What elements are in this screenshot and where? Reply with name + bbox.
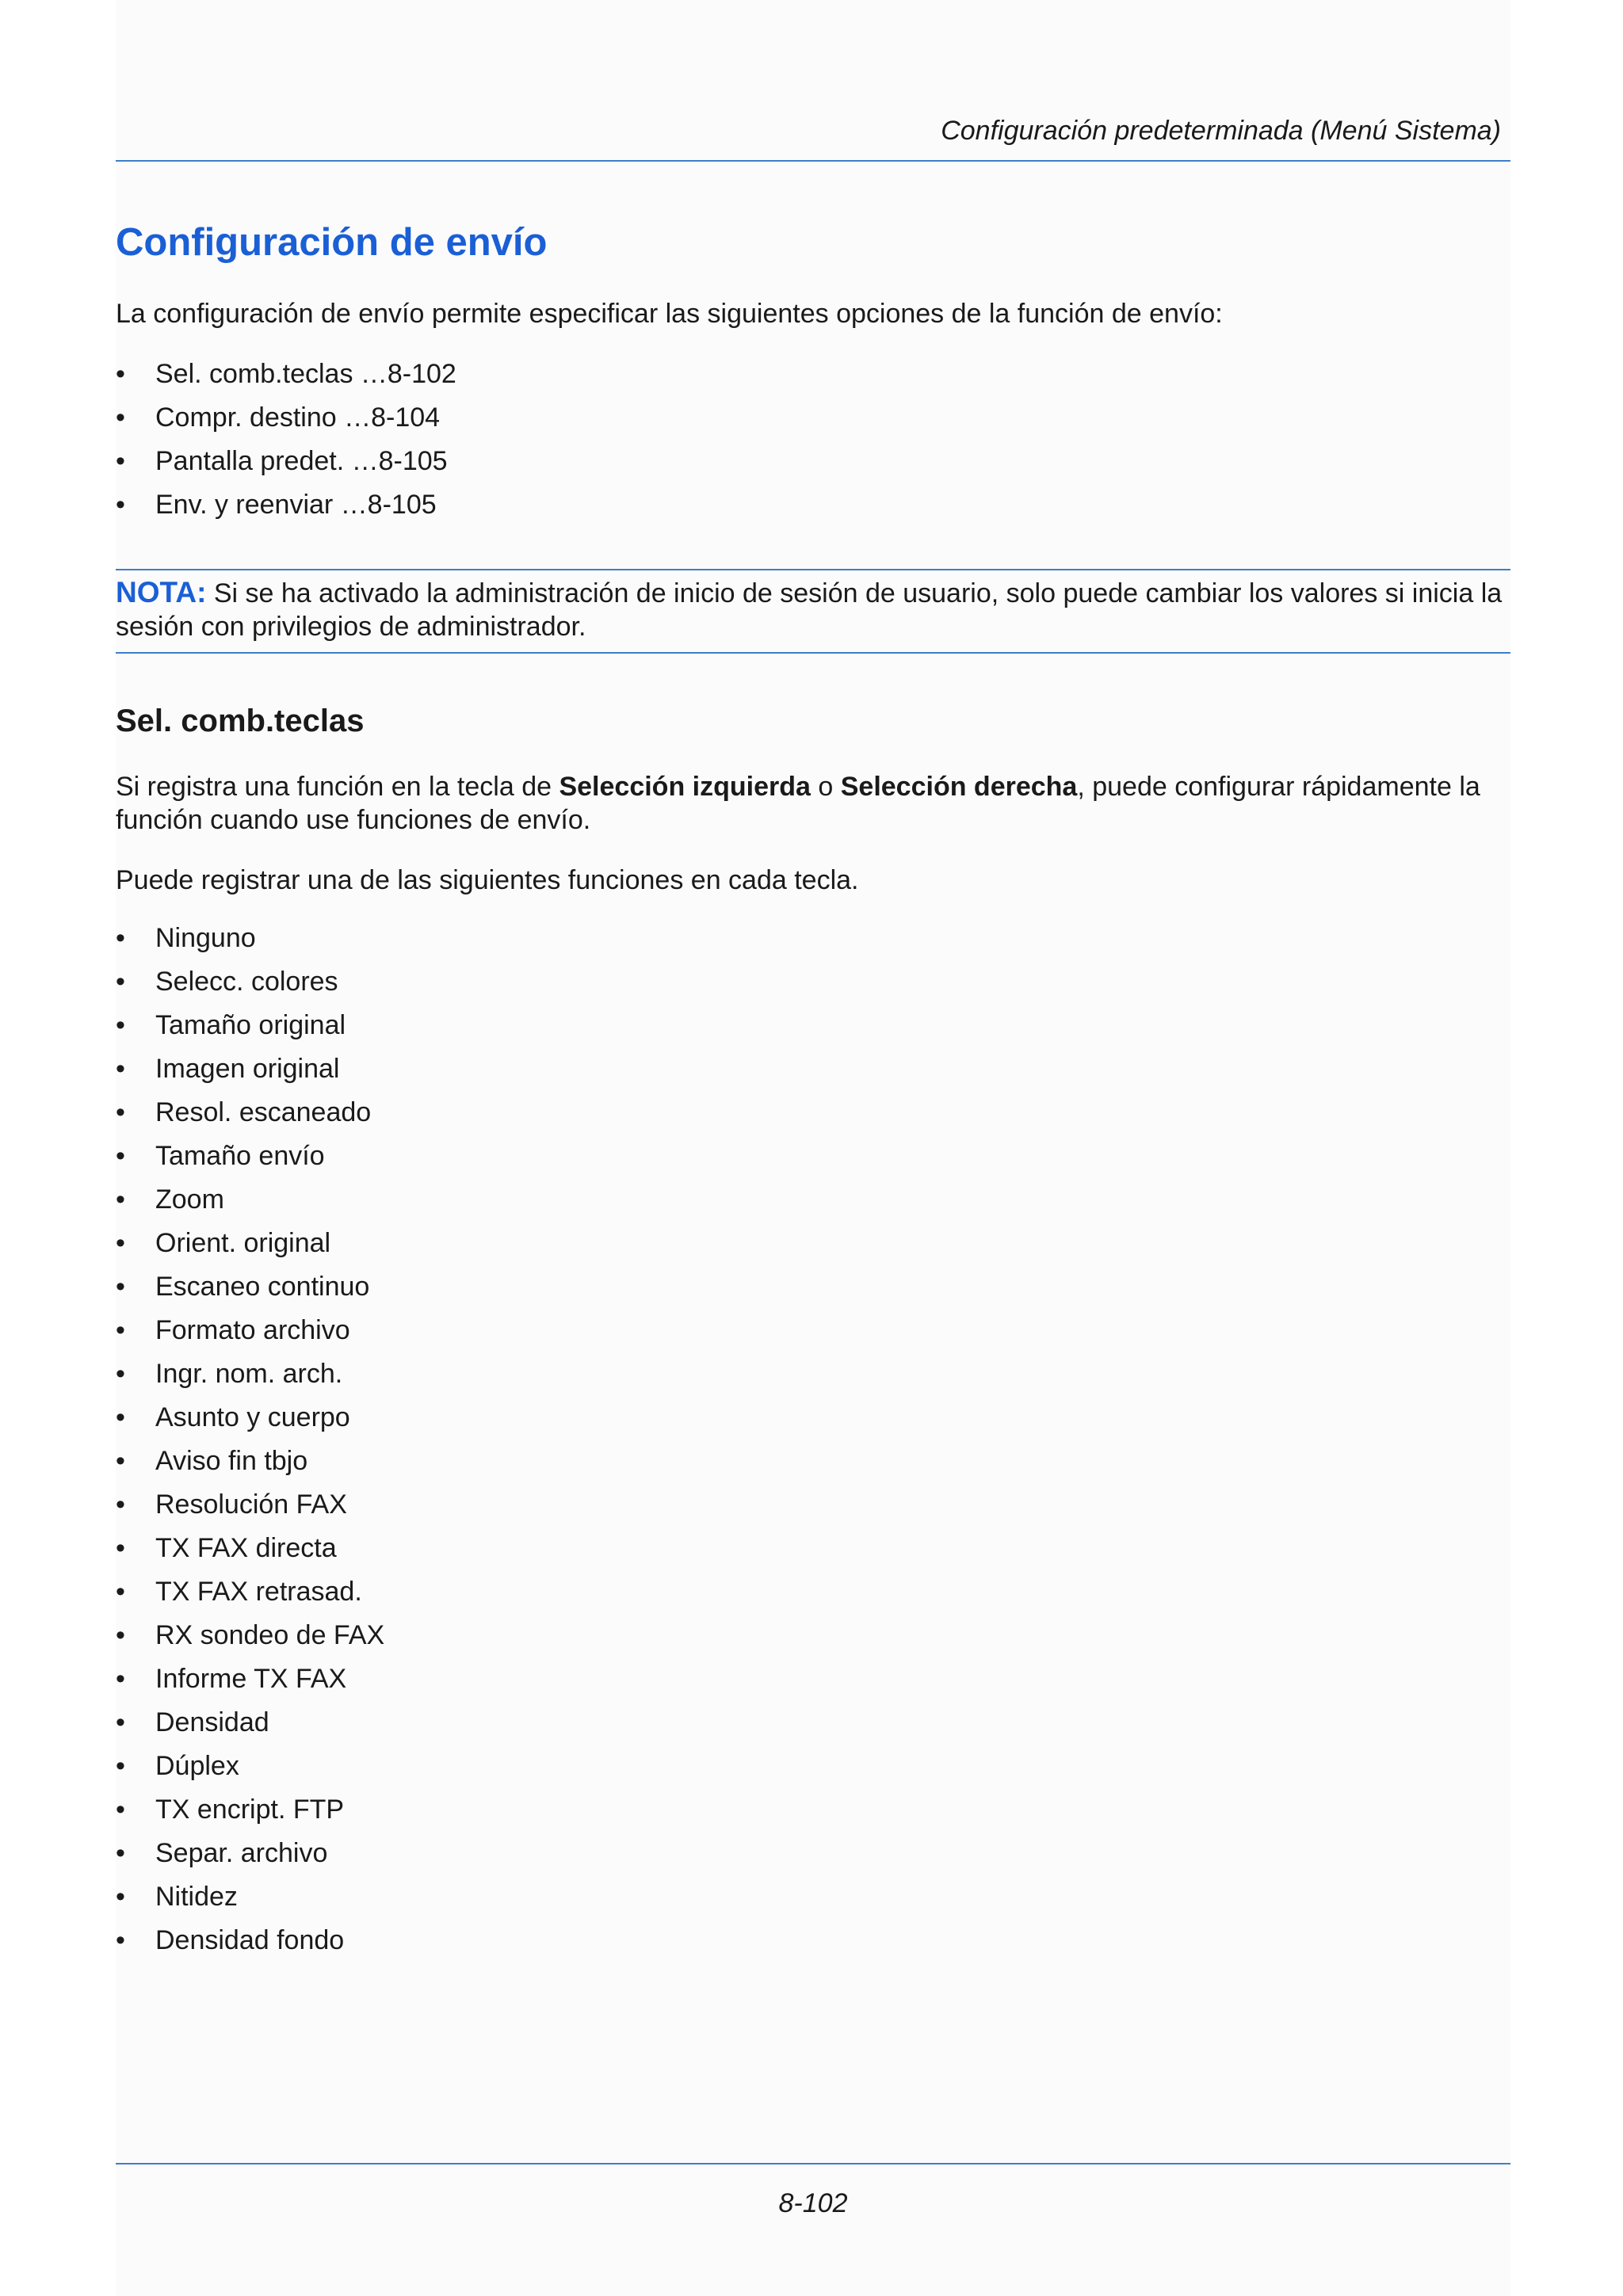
bullet-icon: • [116,1533,125,1563]
list-item [116,1745,384,1788]
function-name: Ingr. nom. arch. [155,1359,343,1389]
list-item [116,1919,384,1962]
note-label: NOTA: [116,576,207,608]
link-text: Env. y reenviar …8-105 [155,490,437,520]
function-name: Escaneo continuo [155,1272,370,1302]
list-item [116,917,384,960]
list-item [116,1788,384,1832]
list-item [116,1178,384,1222]
list-item [116,1091,384,1135]
bullet-icon: • [116,446,125,476]
bullet-icon: • [116,490,125,520]
list-item [116,1265,384,1309]
bullet-icon: • [116,359,125,389]
function-name: TX encript. FTP [155,1794,345,1825]
bullet-icon: • [116,1794,125,1825]
function-name: Separ. archivo [155,1838,328,1868]
link-text: Sel. comb.teclas …8-102 [155,359,456,389]
function-name: Zoom [155,1184,224,1215]
list-item [116,1483,384,1527]
note-box [116,576,1510,643]
bullet-icon: • [116,923,125,953]
bullet-icon: • [116,967,125,997]
bullet-icon: • [116,1577,125,1607]
list-item [116,1570,384,1614]
functions-list [116,917,384,1962]
function-name: Nitidez [155,1882,238,1912]
list-item[interactable] [116,483,456,527]
function-name: Informe TX FAX [155,1664,347,1694]
bullet-icon: • [116,402,125,433]
bullet-icon: • [116,1054,125,1084]
function-name: Resolución FAX [155,1489,347,1520]
function-name: Formato archivo [155,1315,350,1345]
bullet-icon: • [116,1664,125,1694]
bullet-icon: • [116,1272,125,1302]
bullet-icon: • [116,1620,125,1650]
key-name-left: Selección izquierda [559,772,811,802]
note-top-rule [116,569,1510,570]
footer-rule [116,2163,1510,2164]
bullet-icon: • [116,1359,125,1389]
running-header: Configuración predeterminada (Menú Sistema) [941,116,1501,146]
list-item [116,1004,384,1047]
list-item [116,1440,384,1483]
subsection-paragraph-1 [116,770,1510,837]
list-item [116,1527,384,1570]
bullet-icon: • [116,1925,125,1955]
bullet-icon: • [116,1489,125,1520]
subsection-title: Sel. comb.teclas [116,704,365,738]
list-item[interactable] [116,440,456,483]
link-text: Compr. destino …8-104 [155,402,441,433]
function-name: Resol. escaneado [155,1097,372,1127]
note-text: Si se ha activado la administración de inicio de sesión de usuario, solo puede cambiar los valores si inicia la sesión con privilegios de administrador. [116,578,1503,642]
link-text: Pantalla predet. …8-105 [155,446,448,476]
section-title: Configuración de envío [116,221,548,264]
list-item [116,1222,384,1265]
function-name: Densidad fondo [155,1925,345,1955]
function-name: TX FAX retrasad. [155,1577,362,1607]
bullet-icon: • [116,1097,125,1127]
function-name: Aviso fin tbjo [155,1446,308,1476]
list-item [116,1832,384,1875]
function-name: Dúplex [155,1751,239,1781]
function-name: RX sondeo de FAX [155,1620,385,1650]
bullet-icon: • [116,1010,125,1040]
text-run: , puede configurar rápidamente la función cuando use funciones de envío. [116,772,1480,835]
list-item [116,960,384,1004]
list-item [116,1352,384,1396]
list-item [116,1701,384,1745]
function-name: Tamaño envío [155,1141,325,1171]
header-rule [116,160,1510,162]
bullet-icon: • [116,1402,125,1432]
list-item [116,1309,384,1352]
function-name: Tamaño original [155,1010,346,1040]
bullet-icon: • [116,1184,125,1215]
function-name: Densidad [155,1707,269,1737]
bullet-icon: • [116,1228,125,1258]
function-name: Ninguno [155,923,256,953]
bullet-icon: • [116,1838,125,1868]
text-run: Si registra una función en la tecla de [116,772,559,802]
key-name-right: Selección derecha [840,772,1078,802]
list-item [116,1135,384,1178]
list-item [116,1875,384,1919]
list-item [116,1614,384,1657]
document-page [116,0,1510,2296]
bullet-icon: • [116,1882,125,1912]
bullet-icon: • [116,1315,125,1345]
function-name: Imagen original [155,1054,340,1084]
page-number: 8-102 [778,2188,848,2218]
function-name: Asunto y cuerpo [155,1402,350,1432]
bullet-icon: • [116,1141,125,1171]
list-item [116,1657,384,1701]
list-item[interactable] [116,353,456,396]
note-bottom-rule [116,652,1510,654]
bullet-icon: • [116,1751,125,1781]
subsection-paragraph-2: Puede registrar una de las siguientes funciones en cada tecla. [116,865,859,895]
section-intro: La configuración de envío permite especificar las siguientes opciones de la función de envío: [116,299,1223,329]
list-item [116,1047,384,1091]
list-item[interactable] [116,396,456,440]
function-name: Selecc. colores [155,967,338,997]
text-run: o [810,772,841,802]
function-name: TX FAX directa [155,1533,337,1563]
function-name: Orient. original [155,1228,331,1258]
section-links-list [116,353,456,527]
list-item [116,1396,384,1440]
bullet-icon: • [116,1446,125,1476]
bullet-icon: • [116,1707,125,1737]
